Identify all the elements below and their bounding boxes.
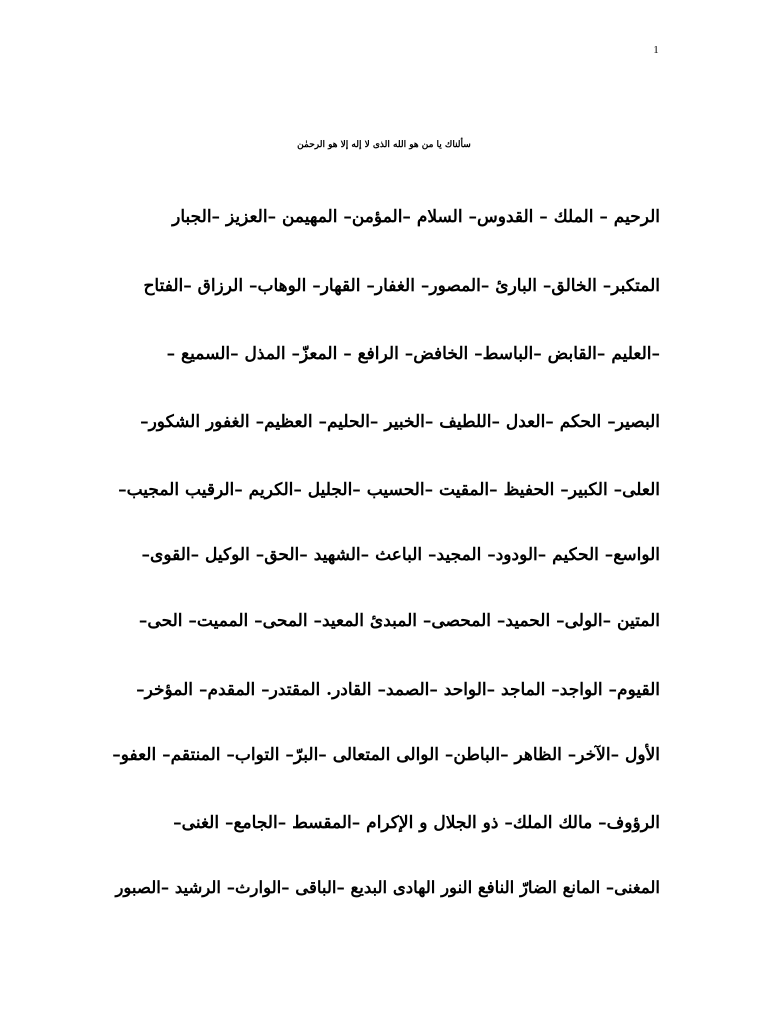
name-line: البصير– الحكم –العدل –اللطيف –الخبير –الحليم– العظيم– الغفور الشكور– [140, 412, 660, 432]
name-line: المغنى– المانع الضارّ النافع النور الهادى البديع –الباقى –الوارث– الرشيد –الصبور [115, 878, 660, 897]
page-number: 1 [653, 44, 659, 56]
name-line: الرحيم – الملك – القدوس– السلام –المؤمن– المهيمن –العزيز –الجبار [172, 207, 660, 227]
name-line: الأول –الآخر– الظاهر –الباطن– الوالى المتعالى –البرّ– التواب– المنتقم– العفو– [112, 745, 660, 765]
name-line: الواسع– الحكيم –الودود– المجيد– الباعث –الشهيد –الحق– الوكيل –القوى– [141, 545, 660, 565]
name-line: الرؤوف– مالك الملك– ذو الجلال و الإكرام –المقسط –الجامع– الغنى– [173, 813, 660, 833]
name-line: المتكبر– الخالق– البارئ –المصور– الغفار– القهار– الوهاب– الرزاق –الفتاح [143, 276, 660, 296]
name-line: المتين –الولى– الحميد– المحصى– المبدئ المعيد– المحى– المميت– الحى– [138, 611, 660, 631]
document-title: سألناك يا من هو الله الذى لا إله إلا هو الرحمٰن [297, 140, 471, 150]
name-line: القيوم– الواجد– الماجد –الواحد –الصمد– القادر. المقتدر– المقدم– المؤخر– [136, 680, 660, 700]
name-line: –العليم –القابض –الباسط– الخافض– الرافع – المعزّ– المذل –السميع – [166, 344, 660, 364]
name-line: العلى– الكبير– الحفيظ –المقيت –الحسيب –الجليل –الكريم –الرقيب المجيب– [118, 480, 660, 500]
